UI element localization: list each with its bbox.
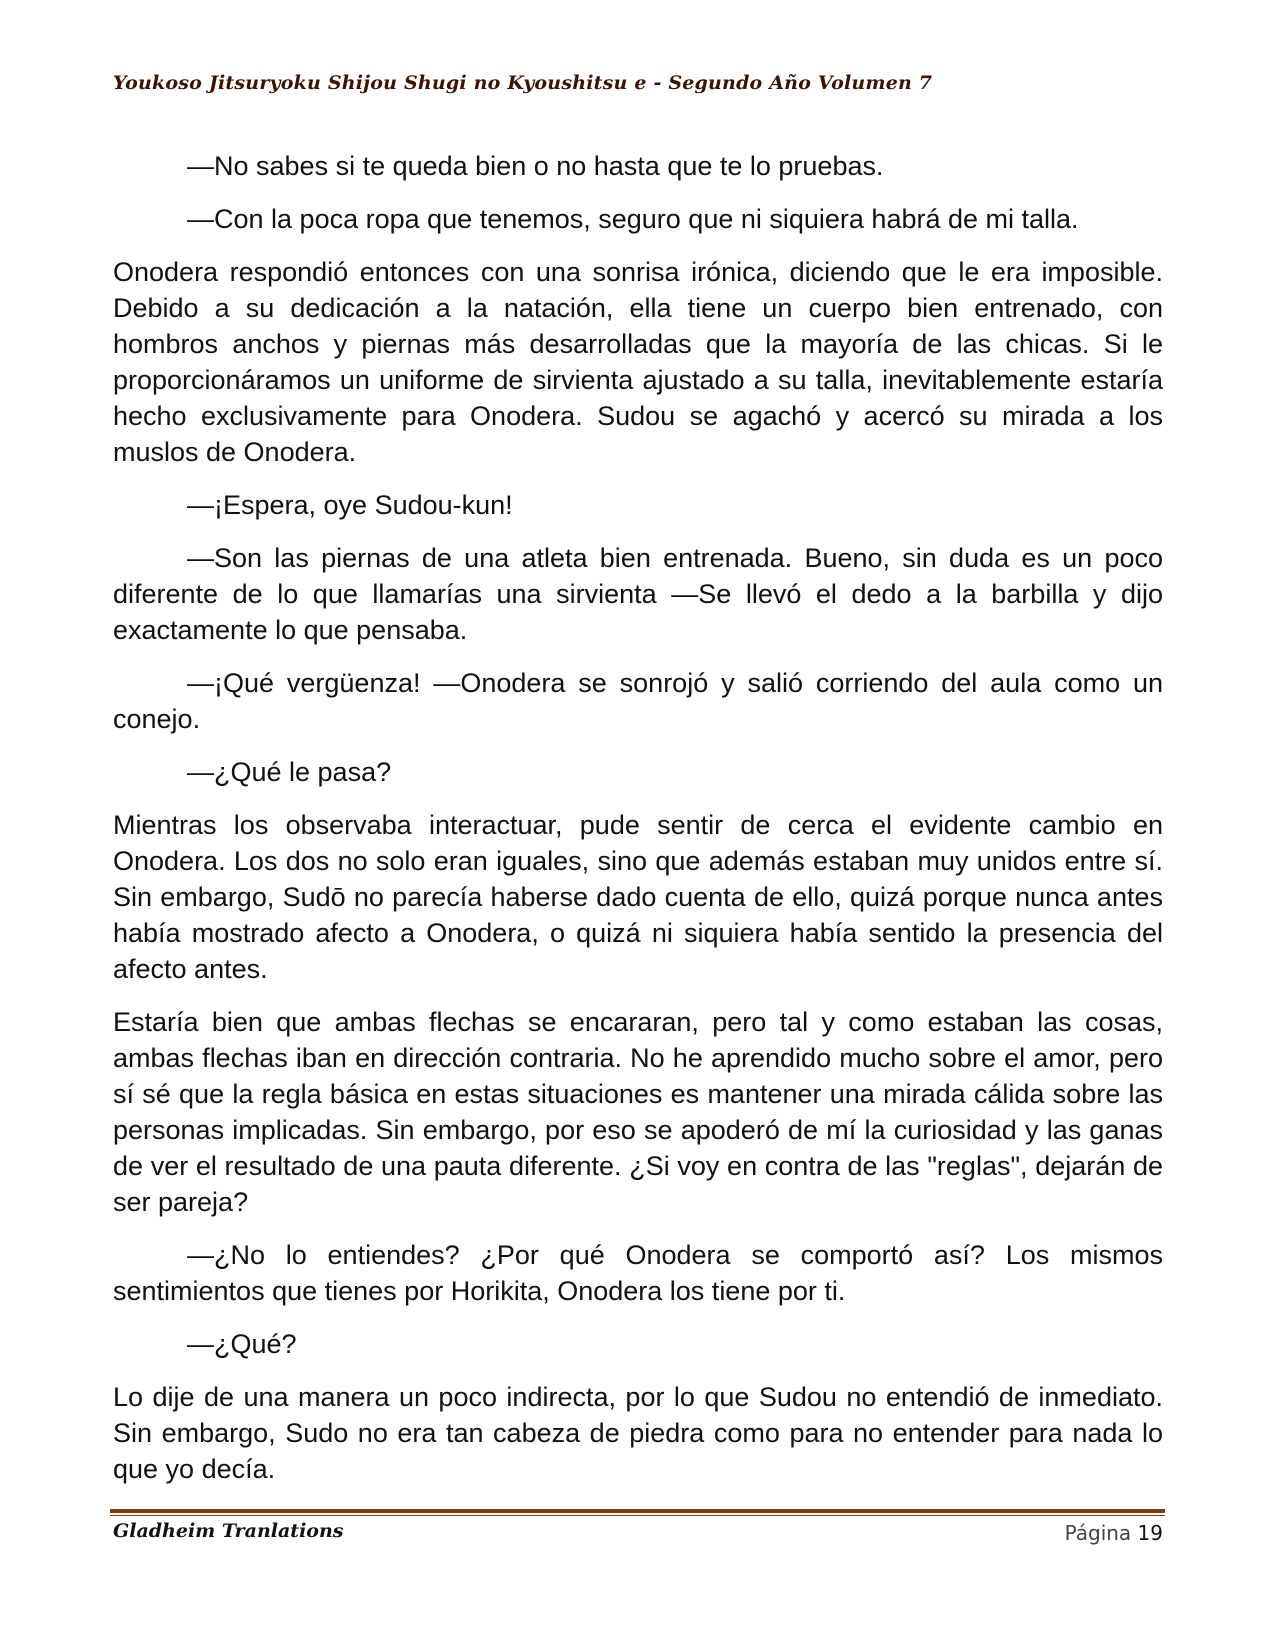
paragraph-narration: Estaría bien que ambas flechas se encararan, pero tal y como estaban las cosas, ambas flechas iban en dirección contraria. No he aprendido mucho sobre el amor, pero sí sé que la regla básica en estas situaciones es mantener una mirada cálida sobre las personas implicadas. Sin embargo, por eso se apoderó de mí la curiosidad y las ganas de ver el resultado de una pauta diferente. ¿Si voy en contra de las "reglas", dejarán de ser pareja? [113, 1007, 1163, 1217]
chapter-body [113, 148, 1163, 1504]
paragraph-narration: Onodera respondió entonces con una sonrisa irónica, diciendo que le era imposible. Debido a su dedicación a la natación, ella tiene un cuerpo bien entrenado, con hombros anchos y piernas más desarrolladas que la mayoría de las chicas. Si le proporcionáramos un uniforme de sirvienta ajustado a su talla, inevitablemente estaría hecho exclusivamente para Onodera. Sudou se agachó y acercó su mirada a los muslos de Onodera. [113, 257, 1163, 467]
footer-translator-credit: Gladheim Tranlations [113, 1520, 344, 1542]
paragraph-dialogue: —¿Qué? [187, 1329, 297, 1359]
paragraph-dialogue: —¡Espera, oye Sudou-kun! [187, 490, 513, 520]
paragraph-dialogue: —No sabes si te queda bien o no hasta que te lo pruebas. [187, 151, 884, 181]
paragraph-dialogue: —Con la poca ropa que tenemos, seguro que ni siquiera habrá de mi talla. [187, 204, 1079, 234]
paragraph-dialogue: —¿Qué le pasa? [187, 757, 392, 787]
page-header-title: Youkoso Jitsuryoku Shijou Shugi no Kyoushitsu e - Segundo Año Volumen 7 [113, 72, 933, 94]
paragraph-dialogue: —¿No lo entiendes? ¿Por qué Onodera se comportó así? Los mismos sentimientos que tienes por Horikita, Onodera los tiene por ti. [113, 1240, 1163, 1306]
footer-divider [110, 1509, 1165, 1517]
page-label: Página [1064, 1521, 1132, 1545]
paragraph-narration: Mientras los observaba interactuar, pude sentir de cerca el evidente cambio en Onodera. Los dos no solo eran iguales, sino que además estaban muy unidos entre sí. Sin embargo, Sudō no parecía haberse dado cuenta de ello, quizá porque nunca antes había mostrado afecto a Onodera, o quizá ni siquiera había sentido la presencia del afecto antes. [113, 810, 1163, 984]
paragraph-narration: Lo dije de una manera un poco indirecta, por lo que Sudou no entendió de inmediato. Sin embargo, Sudo no era tan cabeza de piedra como para no entender para nada lo que yo decía. [113, 1382, 1163, 1484]
paragraph-dialogue: —¡Qué vergüenza! —Onodera se sonrojó y salió corriendo del aula como un conejo. [113, 668, 1163, 734]
paragraph-dialogue: —Son las piernas de una atleta bien entrenada. Bueno, sin duda es un poco diferente de lo que llamarías una sirvienta —Se llevó el dedo a la barbilla y dijo exactamente lo que pensaba. [113, 543, 1163, 645]
footer-divider-thick [110, 1509, 1165, 1513]
page-number: 19 [1137, 1521, 1163, 1545]
footer-page-indicator [1065, 1521, 1163, 1545]
footer-divider-thin [110, 1515, 1165, 1516]
